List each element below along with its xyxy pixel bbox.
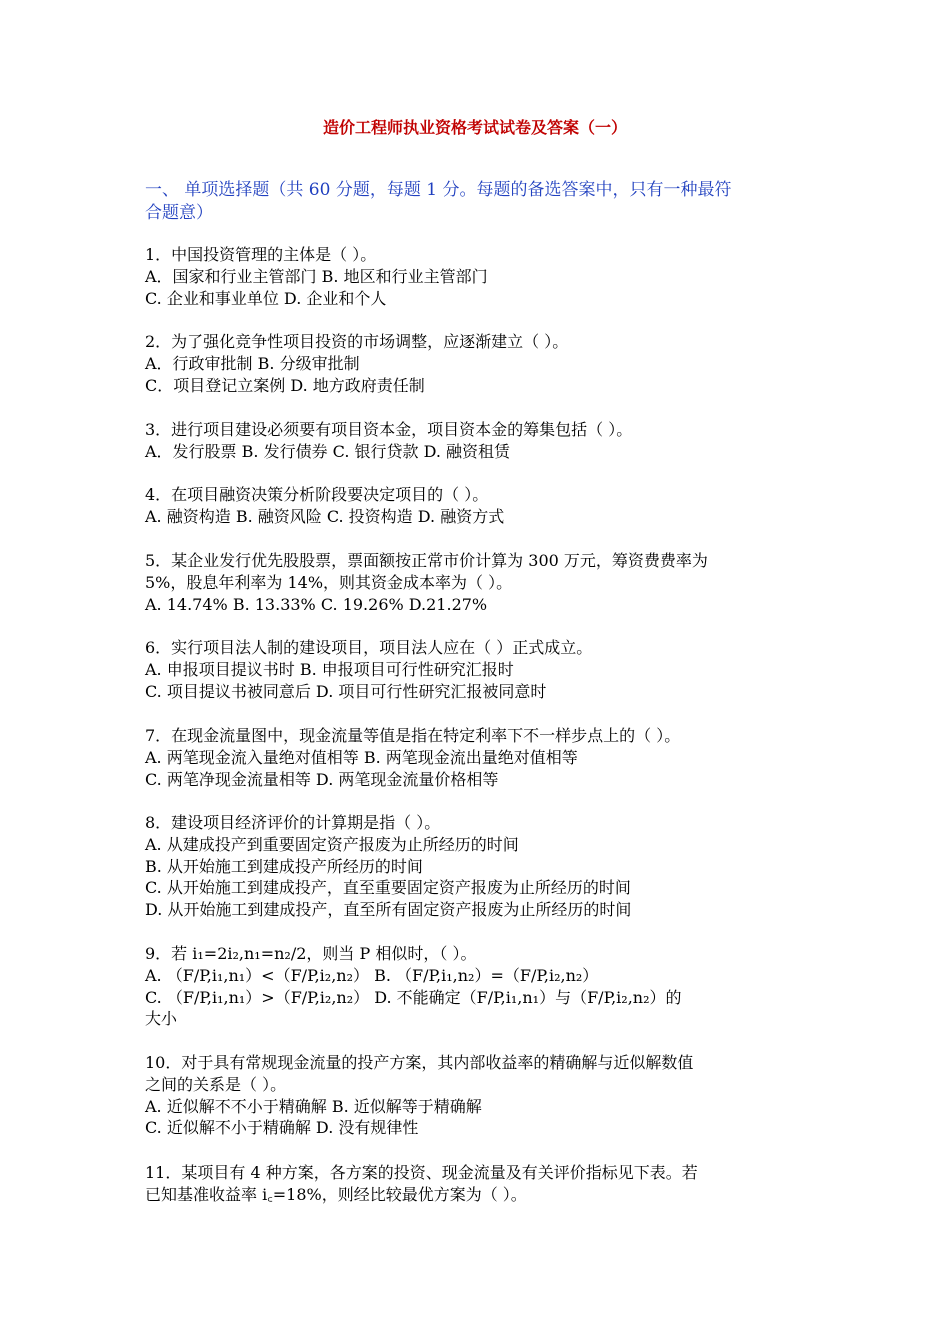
question-line: C. 从开始施工到建成投产，直至重要固定资产报废为止所经历的时间 (145, 878, 631, 898)
question-1 (145, 244, 810, 309)
question-line: A. 申报项目提议书时 B. 申报项目可行性研究汇报时 (145, 659, 514, 679)
question-line: 8．建设项目经济评价的计算期是指（ ）。 (145, 813, 441, 832)
question-2 (145, 331, 810, 396)
question-line: A. 从建成投产到重要固定资产报废为止所经历的时间 (145, 834, 519, 854)
question-line: 2．为了强化竞争性项目投资的市场调整，应逐渐建立（ ）。 (145, 332, 569, 351)
question-line: C. 两笔净现金流量相等 D. 两笔现金流量价格相等 (145, 769, 499, 789)
question-8 (145, 812, 810, 921)
question-3 (145, 419, 810, 463)
question-line: A. 两笔现金流入量绝对值相等 B. 两笔现金流出量绝对值相等 (145, 747, 578, 767)
question-line: 6．实行项目法人制的建设项目，项目法人应在（ ）正式成立。 (145, 638, 593, 657)
question-line: C. 企业和事业单位 D. 企业和个人 (145, 288, 387, 308)
question-line: 5%，股息年利率为 14%，则其资金成本率为（ ）。 (145, 572, 513, 592)
question-line: A. （F/P,i₁,n₁）<（F/P,i₂,n₂） B. （F/P,i₁,n₂）=（F/P,i₂,n₂） (145, 965, 599, 985)
question-line: B. 从开始施工到建成投产所经历的时间 (145, 856, 423, 876)
question-line: C. （F/P,i₁,n₁）>（F/P,i₂,n₂） D. 不能确定（F/P,i₁,n₁）与（F/P,i₂,n₂）的 (145, 987, 682, 1007)
question-line: A. 融资构造 B. 融资风险 C. 投资构造 D. 融资方式 (145, 506, 505, 526)
question-line: D. 从开始施工到建成投产，直至所有固定资产报废为止所经历的时间 (145, 900, 632, 920)
question-line: 1．中国投资管理的主体是（ ）。 (145, 245, 377, 264)
question-4 (145, 484, 810, 528)
section-heading-line-2: 合题意） (145, 203, 213, 223)
question-7 (145, 725, 810, 790)
question-line: C．项目登记立案例 D. 地方政府责任制 (145, 375, 425, 395)
question-line: 10．对于具有常规现金流量的投产方案，其内部收益率的精确解与近似解数值 (145, 1053, 694, 1072)
question-line: A. 14.74% B. 13.33% C. 19.26% D.21.27% (145, 594, 488, 614)
question-5 (145, 550, 810, 615)
section-heading (145, 179, 810, 225)
question-line: A. 近似解不不小于精确解 B. 近似解等于精确解 (145, 1096, 482, 1116)
question-line: C. 近似解不小于精确解 D. 没有规律性 (145, 1118, 419, 1138)
page-title: 造价工程师执业资格考试试卷及答案（一） (322, 118, 627, 137)
question-line: 已知基准收益率 i꜀=18%，则经比较最优方案为（ ）。 (145, 1184, 527, 1204)
question-9 (145, 943, 810, 1030)
question-6 (145, 637, 810, 702)
question-line: A．行政审批制 B. 分级审批制 (145, 353, 360, 373)
question-line: 9．若 i₁=2i₂,n₁=n₂/2，则当 P 相似时，（ ）。 (145, 944, 477, 963)
question-10 (145, 1052, 810, 1139)
question-line: C. 项目提议书被同意后 D. 项目可行性研究汇报被同意时 (145, 681, 547, 701)
question-line: A．国家和行业主管部门 B. 地区和行业主管部门 (145, 266, 488, 286)
question-line: 7．在现金流量图中，现金流量等值是指在特定利率下不一样步点上的（ ）。 (145, 726, 681, 745)
question-line: 11．某项目有 4 种方案，各方案的投资、现金流量及有关评价指标见下表。若 (145, 1163, 698, 1182)
question-line: 大小 (145, 1009, 178, 1029)
question-line: 3．进行项目建设必须要有项目资本金，项目资本金的筹集包括（ ）。 (145, 420, 633, 439)
question-line: 4．在项目融资决策分析阶段要决定项目的（ ）。 (145, 485, 489, 504)
question-line: 5．某企业发行优先股股票，票面额按正常市价计算为 300 万元，筹资费费率为 (145, 551, 708, 570)
question-11 (145, 1162, 810, 1206)
question-line: A．发行股票 B. 发行债券 C. 银行贷款 D. 融资租赁 (145, 441, 511, 461)
section-heading-line-1: 一、 单项选择题（共 60 分题，每题 1 分。每题的备选答案中，只有一种最符 (145, 180, 732, 200)
question-line: 之间的关系是（ ）。 (145, 1074, 287, 1094)
